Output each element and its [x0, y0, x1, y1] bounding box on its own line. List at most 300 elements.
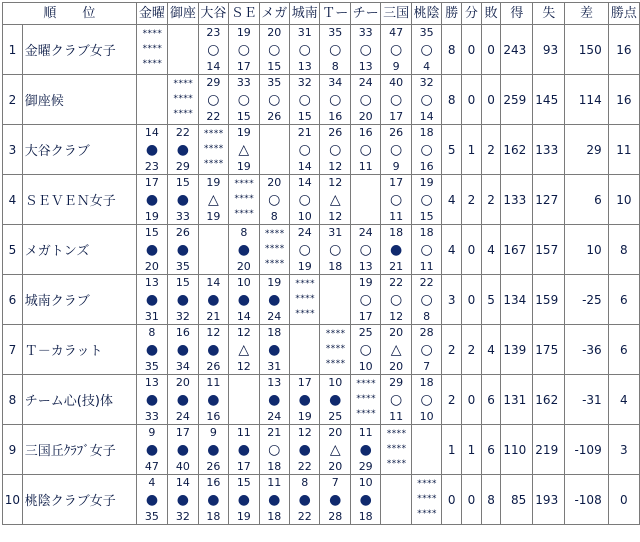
points-for-value: 139 [501, 325, 533, 375]
losses-value: 2 [481, 125, 501, 175]
match-result-cell [136, 325, 167, 375]
result-win-icon: ● [145, 341, 159, 358]
match-score-top: 21 [267, 426, 282, 439]
self-match-mark: **** [355, 409, 376, 419]
match-score-bottom: 35 [144, 360, 159, 373]
rank-number: 4 [3, 175, 23, 225]
points-for-header: 得 [501, 3, 533, 25]
match-score-top: 20 [175, 376, 190, 389]
match-result-cell [411, 175, 441, 225]
result-draw-icon: △ [238, 341, 250, 358]
match-result-cell [411, 75, 441, 125]
points-against-value: 145 [533, 75, 565, 125]
unplayed-match-cell [350, 175, 380, 225]
result-loss-icon: ○ [420, 141, 433, 158]
match-score-bottom: 8 [270, 210, 278, 223]
standings-row [3, 475, 640, 525]
self-match-cell [198, 125, 228, 175]
result-draw-icon: △ [329, 441, 341, 458]
match-result-cell [290, 175, 320, 225]
result-win-icon: ● [145, 291, 159, 308]
match-result-cell [198, 25, 228, 75]
losses-value: 8 [481, 475, 501, 525]
match-score-bottom: 12 [389, 310, 404, 323]
unplayed-match-cell [229, 375, 259, 425]
match-score-top: 10 [358, 476, 373, 489]
match-score-bottom: 29 [175, 160, 190, 173]
match-result-cell [136, 375, 167, 425]
match-score-bottom: 19 [297, 260, 312, 273]
match-score-bottom: 31 [267, 360, 282, 373]
match-result-cell [168, 475, 198, 525]
match-score-top: 19 [236, 126, 251, 139]
losses-value: 4 [481, 325, 501, 375]
match-score-bottom: 4 [423, 60, 431, 73]
match-score-top: 23 [206, 26, 221, 39]
match-result-cell [198, 375, 228, 425]
match-score-top: 13 [267, 376, 282, 389]
point-difference-value: 114 [565, 75, 609, 125]
result-loss-icon: ○ [359, 41, 372, 58]
match-result-cell [229, 475, 259, 525]
result-loss-icon: ○ [207, 41, 220, 58]
match-score-bottom: 24 [175, 410, 190, 423]
team-name: チーム心(技)体 [22, 375, 136, 425]
match-result-cell [168, 275, 198, 325]
match-score-bottom: 11 [358, 160, 373, 173]
match-score-bottom: 33 [175, 210, 190, 223]
match-score-top: 20 [328, 426, 343, 439]
match-result-cell [198, 475, 228, 525]
match-score-bottom: 14 [419, 110, 434, 123]
wins-value: 8 [442, 25, 462, 75]
match-score-top: 8 [240, 226, 248, 239]
rank-number: 6 [3, 275, 23, 325]
match-score-top: 14 [297, 176, 312, 189]
self-match-cell [229, 175, 259, 225]
result-win-icon: ● [145, 241, 159, 258]
match-score-top: 26 [328, 126, 343, 139]
result-win-icon: ● [176, 241, 189, 258]
match-score-bottom: 26 [206, 460, 221, 473]
match-score-bottom: 21 [206, 310, 221, 323]
match-score-bottom: 14 [206, 60, 221, 73]
match-result-cell [259, 25, 289, 75]
result-win-icon: ● [359, 491, 372, 508]
self-match-cell [381, 425, 411, 475]
match-score-top: 12 [297, 426, 312, 439]
standings-row [3, 25, 640, 75]
result-win-icon: ● [298, 491, 311, 508]
unplayed-match-cell [411, 425, 441, 475]
league-points-value: 0 [608, 475, 639, 525]
result-win-icon: ● [176, 491, 189, 508]
match-score-bottom: 13 [358, 60, 373, 73]
standings-row [3, 125, 640, 175]
match-result-cell [350, 25, 380, 75]
result-win-icon: ● [145, 391, 159, 408]
match-score-bottom: 18 [358, 510, 373, 523]
match-score-top: 11 [358, 426, 373, 439]
match-score-top: 33 [358, 26, 373, 39]
match-result-cell [320, 75, 350, 125]
match-score-bottom: 19 [236, 510, 251, 523]
points-against-value: 157 [533, 225, 565, 275]
match-score-top: 20 [267, 26, 282, 39]
match-result-cell [381, 325, 411, 375]
match-score-top: 12 [236, 326, 251, 339]
losses-value: 0 [481, 75, 501, 125]
draws-value: 1 [462, 425, 482, 475]
unplayed-match-cell [168, 25, 198, 75]
match-score-bottom: 17 [236, 60, 251, 73]
team-name: 桃陰クラブ女子 [22, 475, 136, 525]
match-result-cell [198, 425, 228, 475]
match-score-bottom: 12 [328, 160, 343, 173]
match-result-cell [290, 375, 320, 425]
match-score-top: 19 [358, 276, 373, 289]
result-win-icon: ● [390, 241, 403, 258]
match-result-cell [381, 225, 411, 275]
draws-value: 0 [462, 75, 482, 125]
header-row [3, 3, 640, 25]
match-score-bottom: 12 [328, 210, 343, 223]
league-points-value: 16 [608, 75, 639, 125]
match-score-top: 18 [267, 326, 282, 339]
result-win-icon: ● [176, 441, 189, 458]
result-loss-icon: ○ [390, 391, 403, 408]
self-match-mark: **** [173, 109, 193, 119]
wins-value: 3 [442, 275, 462, 325]
self-match-mark: **** [203, 129, 224, 139]
points-for-value: 133 [501, 175, 533, 225]
point-difference-value: -31 [565, 375, 609, 425]
match-score-bottom: 23 [144, 160, 159, 173]
result-win-icon: ● [237, 441, 250, 458]
match-score-bottom: 18 [328, 260, 343, 273]
draws-value: 1 [462, 125, 482, 175]
result-win-icon: ● [207, 491, 220, 508]
match-score-bottom: 33 [144, 410, 159, 423]
self-match-mark: **** [355, 394, 376, 404]
match-score-top: 13 [144, 276, 159, 289]
rank-number: 7 [3, 325, 23, 375]
match-score-top: 15 [175, 176, 190, 189]
match-result-cell [259, 325, 289, 375]
points-against-value: 127 [533, 175, 565, 225]
match-score-bottom: 18 [267, 460, 282, 473]
self-match-mark: **** [264, 229, 285, 239]
match-result-cell [290, 475, 320, 525]
result-win-icon: ● [298, 441, 311, 458]
point-difference-value: 150 [565, 25, 609, 75]
match-score-bottom: 18 [267, 510, 282, 523]
rank-header: 順 位 [3, 3, 137, 25]
draws-value: 0 [462, 225, 482, 275]
point-difference-value: -36 [565, 325, 609, 375]
wins-value: 4 [442, 225, 462, 275]
match-score-bottom: 19 [297, 410, 312, 423]
match-score-top: 34 [328, 76, 343, 89]
points-against-value: 175 [533, 325, 565, 375]
match-score-bottom: 20 [144, 260, 159, 273]
opponent-header: 御座 [168, 3, 198, 25]
self-match-mark: **** [325, 344, 346, 354]
self-match-mark: **** [233, 209, 254, 219]
team-name: 御座候 [22, 75, 136, 125]
match-score-top: 15 [236, 476, 251, 489]
match-result-cell [259, 275, 289, 325]
opponent-header: 大谷 [198, 3, 228, 25]
match-result-cell [168, 425, 198, 475]
match-score-bottom: 11 [389, 410, 404, 423]
match-result-cell [229, 325, 259, 375]
match-score-top: 20 [389, 326, 404, 339]
opponent-header: メガ [259, 3, 289, 25]
match-result-cell [136, 425, 167, 475]
match-result-cell [198, 325, 228, 375]
match-result-cell [168, 225, 198, 275]
match-score-top: 11 [236, 426, 251, 439]
result-loss-icon: ○ [298, 91, 311, 108]
self-match-mark: **** [386, 444, 406, 454]
match-score-bottom: 11 [389, 210, 404, 223]
points-for-value: 85 [501, 475, 533, 525]
match-result-cell [136, 275, 167, 325]
result-win-icon: ● [176, 141, 189, 158]
match-score-bottom: 31 [144, 310, 159, 323]
match-result-cell [411, 375, 441, 425]
self-match-cell [320, 325, 350, 375]
wins-value: 8 [442, 75, 462, 125]
league-points-value: 3 [608, 425, 639, 475]
match-score-bottom: 8 [423, 310, 431, 323]
team-name: 城南クラブ [22, 275, 136, 325]
match-result-cell [259, 175, 289, 225]
result-loss-icon: ○ [359, 291, 372, 308]
match-score-bottom: 14 [297, 160, 312, 173]
match-score-bottom: 16 [419, 160, 434, 173]
result-loss-icon: ○ [298, 41, 311, 58]
match-score-top: 26 [175, 226, 190, 239]
rank-number: 3 [3, 125, 23, 175]
match-score-top: 47 [389, 26, 404, 39]
match-score-bottom: 47 [144, 460, 159, 473]
self-match-mark: **** [142, 29, 162, 39]
standings-row [3, 275, 640, 325]
match-score-top: 11 [267, 476, 282, 489]
losses-value: 6 [481, 375, 501, 425]
match-result-cell [320, 225, 350, 275]
points-for-value: 243 [501, 25, 533, 75]
result-loss-icon: ○ [268, 191, 281, 208]
result-loss-icon: ○ [237, 91, 250, 108]
match-score-top: 17 [175, 426, 190, 439]
standings-row [3, 375, 640, 425]
points-against-value: 133 [533, 125, 565, 175]
match-score-bottom: 16 [328, 110, 343, 123]
match-score-top: 33 [236, 76, 251, 89]
match-result-cell [259, 375, 289, 425]
self-match-mark: **** [173, 79, 193, 89]
match-result-cell [168, 125, 198, 175]
match-score-bottom: 26 [267, 110, 282, 123]
league-points-value: 8 [608, 225, 639, 275]
self-match-mark: **** [294, 309, 315, 319]
team-name: Ｔ－カラット [22, 325, 136, 375]
standings-row [3, 325, 640, 375]
opponent-header: 桃陰 [411, 3, 441, 25]
result-loss-icon: ○ [420, 341, 433, 358]
points-against-value: 219 [533, 425, 565, 475]
match-score-bottom: 17 [236, 460, 251, 473]
match-result-cell [229, 75, 259, 125]
match-result-cell [320, 475, 350, 525]
match-score-bottom: 28 [328, 510, 343, 523]
match-result-cell [381, 125, 411, 175]
match-score-top: 28 [419, 326, 434, 339]
match-score-top: 19 [267, 276, 282, 289]
unplayed-match-cell [259, 125, 289, 175]
result-win-icon: ● [207, 291, 220, 308]
result-loss-icon: ○ [268, 41, 281, 58]
match-result-cell [350, 225, 380, 275]
self-match-mark: **** [416, 494, 437, 504]
losses-value: 4 [481, 225, 501, 275]
match-result-cell [229, 225, 259, 275]
point-difference-value: -108 [565, 475, 609, 525]
result-loss-icon: ○ [390, 291, 403, 308]
unplayed-match-cell [198, 225, 228, 275]
league-points-value: 16 [608, 25, 639, 75]
wins-value: 1 [442, 425, 462, 475]
points-for-value: 134 [501, 275, 533, 325]
result-loss-icon: ○ [207, 91, 220, 108]
self-match-mark: **** [233, 194, 254, 204]
result-draw-icon: △ [390, 341, 402, 358]
self-match-cell [136, 25, 167, 75]
point-difference-value: 29 [565, 125, 609, 175]
result-loss-icon: ○ [390, 91, 403, 108]
match-score-bottom: 20 [236, 260, 251, 273]
result-loss-icon: ○ [420, 91, 433, 108]
result-loss-icon: ○ [329, 141, 342, 158]
self-match-mark: **** [203, 144, 224, 154]
match-result-cell [381, 175, 411, 225]
self-match-cell [290, 275, 320, 325]
self-match-mark: **** [142, 59, 162, 69]
result-loss-icon: ○ [329, 91, 342, 108]
opponent-header: ＳＥ [229, 3, 259, 25]
result-loss-icon: ○ [390, 141, 403, 158]
result-win-icon: ● [176, 391, 189, 408]
draws-value: 2 [462, 175, 482, 225]
result-win-icon: ● [298, 391, 311, 408]
match-score-top: 31 [297, 26, 312, 39]
match-score-bottom: 14 [236, 310, 251, 323]
self-match-mark: **** [325, 359, 346, 369]
match-score-bottom: 7 [423, 360, 431, 373]
result-win-icon: ● [237, 491, 250, 508]
match-score-top: 17 [297, 376, 312, 389]
match-result-cell [259, 75, 289, 125]
match-score-top: 16 [206, 476, 221, 489]
match-result-cell [350, 325, 380, 375]
points-against-value: 159 [533, 275, 565, 325]
result-draw-icon: △ [238, 141, 250, 158]
match-score-bottom: 17 [389, 110, 404, 123]
result-win-icon: ● [237, 241, 250, 258]
match-score-top: 29 [206, 76, 221, 89]
match-score-top: 18 [419, 376, 434, 389]
match-score-bottom: 19 [206, 210, 221, 223]
self-match-mark: **** [294, 294, 315, 304]
league-points-value: 6 [608, 325, 639, 375]
unplayed-match-cell [320, 275, 350, 325]
result-loss-icon: ○ [359, 241, 372, 258]
match-result-cell [259, 425, 289, 475]
match-result-cell [168, 325, 198, 375]
self-match-mark: **** [264, 244, 285, 254]
match-score-bottom: 22 [297, 510, 312, 523]
match-score-top: 32 [419, 76, 434, 89]
points-for-value: 167 [501, 225, 533, 275]
self-match-mark: **** [294, 279, 315, 289]
result-loss-icon: ○ [420, 391, 433, 408]
match-score-bottom: 9 [392, 60, 400, 73]
league-points-value: 11 [608, 125, 639, 175]
result-win-icon: ● [145, 441, 159, 458]
match-score-top: 31 [328, 226, 343, 239]
draws-value: 0 [462, 375, 482, 425]
self-match-mark: **** [264, 259, 285, 269]
rank-number: 9 [3, 425, 23, 475]
match-score-bottom: 13 [297, 60, 312, 73]
result-loss-icon: ○ [359, 141, 372, 158]
match-score-top: 15 [175, 276, 190, 289]
losses-value: 2 [481, 175, 501, 225]
wins-header: 勝 [442, 3, 462, 25]
rank-number: 8 [3, 375, 23, 425]
result-win-icon: ● [207, 441, 220, 458]
self-match-mark: **** [416, 509, 437, 519]
result-loss-icon: ○ [298, 191, 311, 208]
losses-header: 敗 [481, 3, 501, 25]
match-result-cell [320, 175, 350, 225]
match-score-top: 35 [328, 26, 343, 39]
match-score-top: 16 [175, 326, 190, 339]
result-loss-icon: ○ [298, 141, 311, 158]
result-win-icon: ● [207, 341, 220, 358]
match-score-bottom: 29 [358, 460, 373, 473]
result-loss-icon: ○ [268, 91, 281, 108]
match-result-cell [411, 25, 441, 75]
draws-value: 0 [462, 475, 482, 525]
opponent-header: Ｔー [320, 3, 350, 25]
match-score-bottom: 10 [419, 410, 434, 423]
result-win-icon: ● [329, 491, 342, 508]
standings-row [3, 425, 640, 475]
match-score-bottom: 24 [267, 410, 282, 423]
match-score-bottom: 34 [175, 360, 190, 373]
match-score-top: 7 [331, 476, 339, 489]
match-result-cell [350, 475, 380, 525]
self-match-cell [411, 475, 441, 525]
match-score-top: 35 [267, 76, 282, 89]
team-name: メガトンズ [22, 225, 136, 275]
result-loss-icon: ○ [329, 41, 342, 58]
losses-value: 0 [481, 25, 501, 75]
